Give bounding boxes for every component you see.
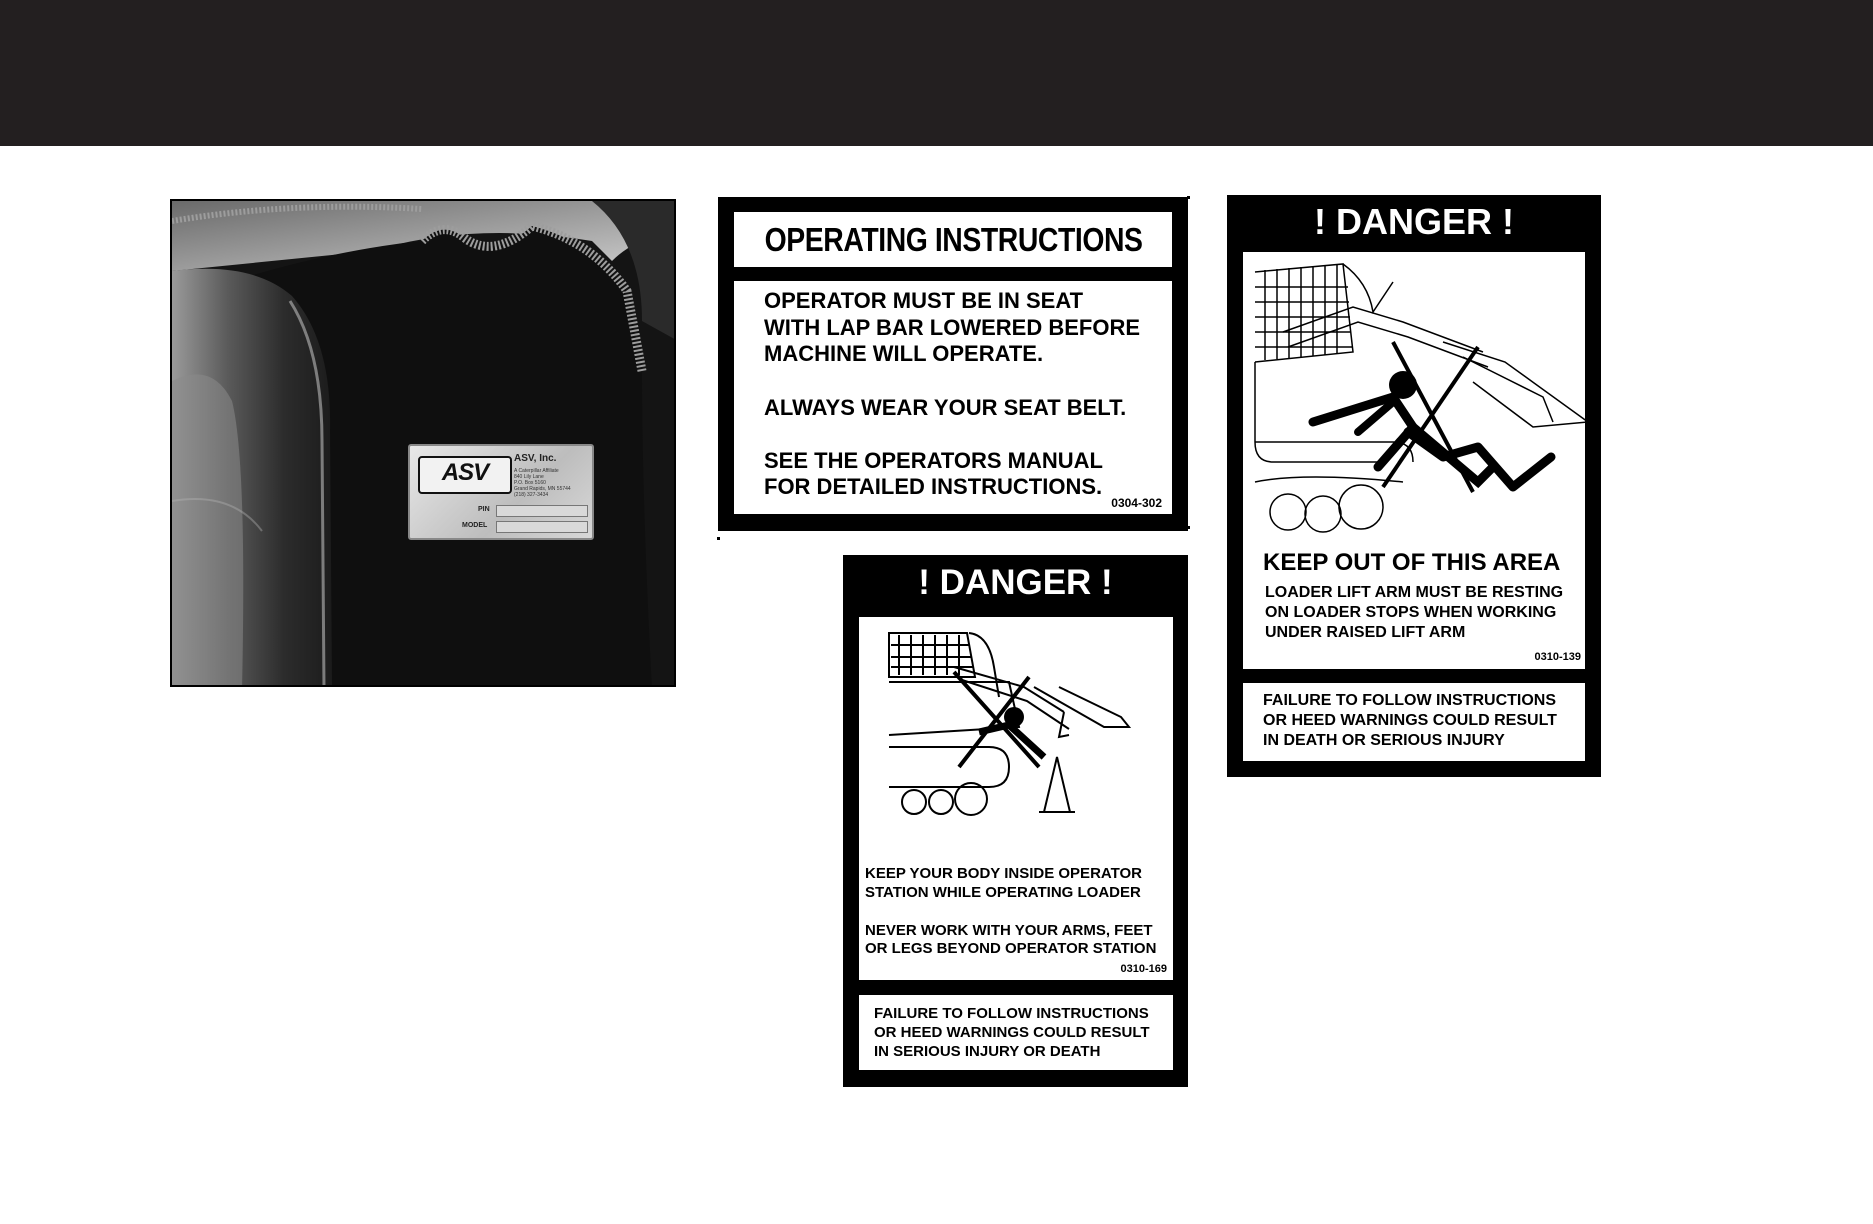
danger-line: NEVER WORK WITH YOUR ARMS, FEET [865, 922, 1153, 939]
lift-arm-hazard-icon [1243, 252, 1585, 552]
instructions-panel [734, 281, 1172, 514]
failure-line: OR HEED WARNINGS COULD RESULT [874, 1024, 1150, 1041]
loader-arm-hazard-icon [859, 617, 1173, 839]
failure-line: IN DEATH OR SERIOUS INJURY [1263, 732, 1505, 749]
failure-line: IN SERIOUS INJURY OR DEATH [874, 1043, 1101, 1060]
model-field [496, 521, 588, 533]
instruction-line: SEE THE OPERATORS MANUAL [764, 448, 1103, 473]
danger-lift-decal [1227, 195, 1601, 777]
instruction-line: FOR DETAILED INSTRUCTIONS. [764, 474, 1103, 499]
title-panel [734, 212, 1172, 267]
decal-code: 0310-139 [1534, 651, 1581, 663]
crop-mark [1187, 196, 1190, 199]
failure-panel [1243, 683, 1585, 761]
failure-line: FAILURE TO FOLLOW INSTRUCTIONS [874, 1005, 1149, 1022]
operating-instructions-decal [718, 197, 1188, 531]
instruction-line: WITH LAP BAR LOWERED BEFORE [764, 315, 1141, 340]
instruction-line: OPERATOR MUST BE IN SEAT [764, 288, 1084, 313]
danger-lift-panel [1243, 252, 1585, 669]
danger-line: ON LOADER STOPS WHEN WORKING [1265, 604, 1557, 621]
address-line: Grand Rapids, MN 55744 [514, 486, 571, 492]
danger-body-decal [843, 555, 1188, 1087]
danger-title: ! DANGER ! [1314, 201, 1514, 242]
danger-line: KEEP YOUR BODY INSIDE OPERATOR [865, 865, 1143, 882]
danger-line: UNDER RAISED LIFT ARM [1265, 624, 1466, 641]
danger-body-panel [859, 617, 1173, 980]
header-bar [0, 0, 1873, 146]
failure-line: FAILURE TO FOLLOW INSTRUCTIONS [1263, 692, 1557, 709]
address-line: 840 Lily Lane [514, 474, 544, 480]
serial-nameplate [408, 444, 594, 540]
operating-instructions-title: OPERATING INSTRUCTIONS [764, 221, 1143, 258]
keep-out-heading: KEEP OUT OF THIS AREA [1263, 549, 1561, 576]
nameplate-photo [170, 199, 676, 687]
failure-panel [859, 995, 1173, 1070]
instruction-line: ALWAYS WEAR YOUR SEAT BELT. [764, 395, 1127, 420]
pin-label: PIN [478, 506, 490, 513]
address-line: P.O. Box 5160 [514, 480, 546, 486]
nameplate-company: ASV, Inc. [514, 453, 557, 464]
model-label: MODEL [462, 522, 488, 529]
address-line: (218) 327-3434 [514, 492, 549, 498]
decal-code: 0310-169 [1120, 963, 1167, 975]
failure-line: OR HEED WARNINGS COULD RESULT [1263, 712, 1557, 729]
asv-logo: ASV [418, 456, 512, 494]
address-line: A Caterpillar Affiliate [514, 468, 559, 474]
instruction-line: MACHINE WILL OPERATE. [764, 341, 1044, 366]
danger-line: LOADER LIFT ARM MUST BE RESTING [1265, 584, 1564, 601]
danger-line: STATION WHILE OPERATING LOADER [865, 884, 1141, 901]
decal-code: 0304-302 [1111, 496, 1162, 510]
danger-line: OR LEGS BEYOND OPERATOR STATION [865, 940, 1157, 957]
danger-title: ! DANGER ! [918, 563, 1113, 602]
nameplate-address [514, 468, 592, 498]
pin-field [496, 505, 588, 517]
crop-mark [717, 537, 720, 540]
crop-mark [1187, 526, 1190, 529]
